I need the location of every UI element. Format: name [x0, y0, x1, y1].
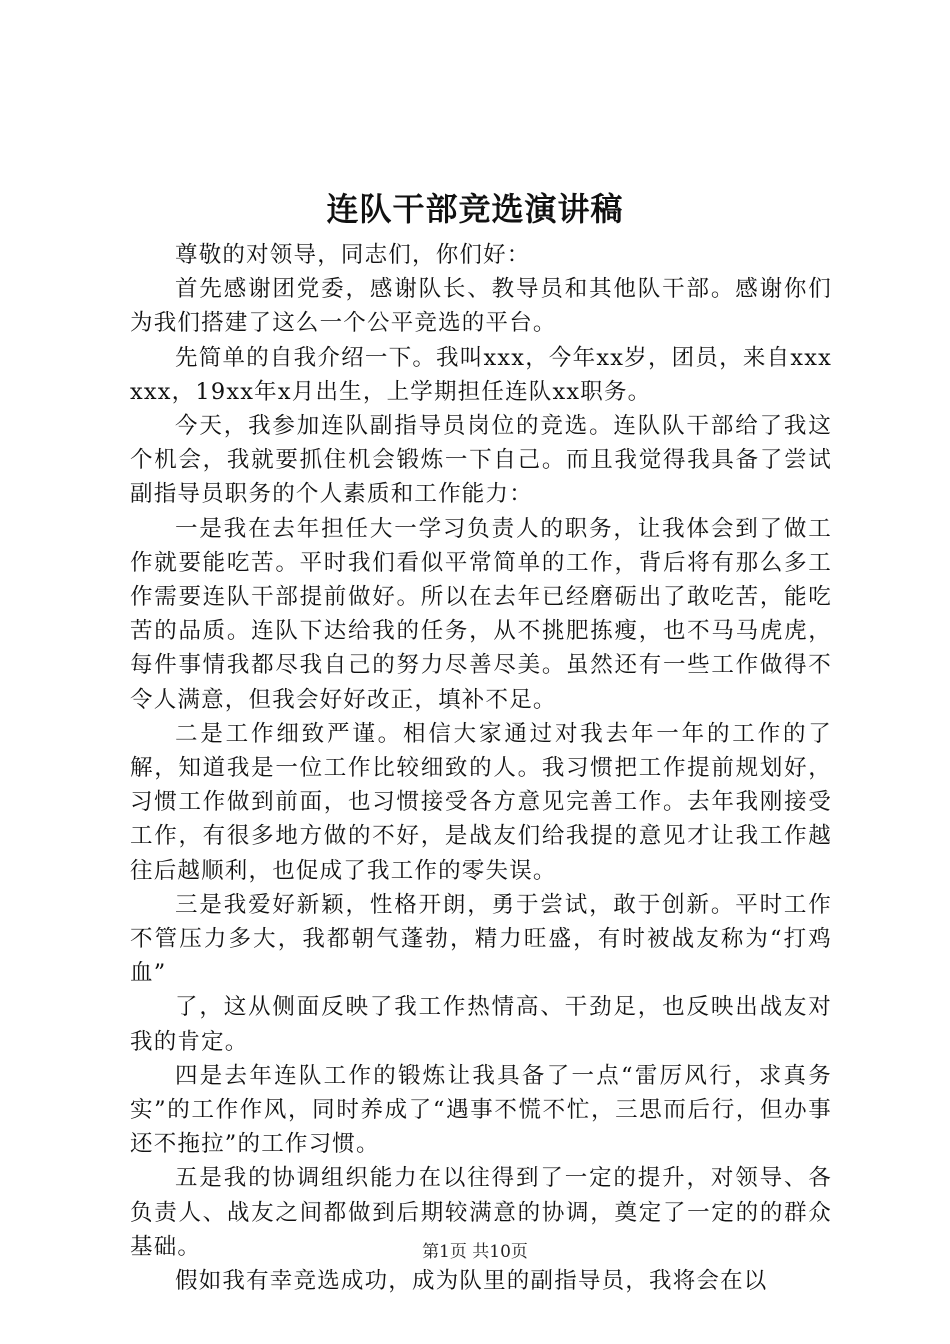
page-number-footer: 第1页 共10页 [422, 1242, 528, 1262]
paragraph-point-three-cont: 了，这从侧面反映了我工作热情高、干劲足，也反映出战友对我的肯定。 [130, 994, 832, 1055]
paragraph-plan: 假如我有幸竞选成功，成为队里的副指导员，我将会在以 [175, 1268, 768, 1295]
paragraph-point-two: 二是工作细致严谨。相信大家通过对我去年一年的工作的了解，知道我是一位工作比较细致的人。我习惯把工作提前规划好，习惯工作做到前面，也习惯接受各方意见完善工作。去年我刚接受工作，有很多地方做的不好，是战友们给我提的意见才让我工作越往后越顺利，也促成了我工作的零失误。 [130, 720, 832, 884]
paragraph-thanks: 首先感谢团党委，感谢队长、教导员和其他队干部。感谢你们为我们搭建了这么一个公平竞选的平台。 [130, 276, 832, 337]
document-title: 连队干部竞选演讲稿 [326, 190, 624, 228]
paragraph-self-intro: 先简单的自我介绍一下。我叫xxx，今年xx岁，团员，来自xxxxxx，19xx年x月出生，上学期担任连队xx职务。 [130, 344, 832, 405]
paragraph-candidacy: 今天，我参加连队副指导员岗位的竞选。连队队干部给了我这个机会，我就要抓住机会锻炼一下自己。而且我觉得我具备了尝试副指导员职务的个人素质和工作能力： [130, 413, 832, 508]
paragraph-greeting: 尊敬的对领导，同志们，你们好： [175, 242, 531, 268]
document-body [130, 238, 832, 1298]
paragraph-point-four: 四是去年连队工作的锻炼让我具备了一点“雷厉风行，求真务实”的工作作风，同时养成了“遇事不慌不忙，三思而后行，但办事还不拖拉”的工作习惯。 [130, 1062, 832, 1158]
paragraph-point-three: 三是我爱好新颖，性格开朗，勇于尝试，敢于创新。平时工作不管压力多大，我都朝气蓬勃，精力旺盛，有时被战友称为“打鸡血” [130, 891, 832, 987]
paragraph-point-one: 一是我在去年担任大一学习负责人的职务，让我体会到了做工作就要能吃苦。平时我们看似平常简单的工作，背后将有那么多工作需要连队干部提前做好。所以在去年已经磨砺出了敢吃苦，能吃苦的品质。连队下达给我的任务，从不挑肥拣瘦，也不马马虎虎，每件事情我都尽我自己的努力尽善尽美。虽然还有一些工作做得不令人满意，但我会好好改正，填补不足。 [130, 515, 832, 713]
paragraph-point-five: 五是我的协调组织能力在以往得到了一定的提升，对领导、各负责人、战友之间都做到后期较满意的协调，奠定了一定的的群众基础。 [130, 1165, 832, 1260]
